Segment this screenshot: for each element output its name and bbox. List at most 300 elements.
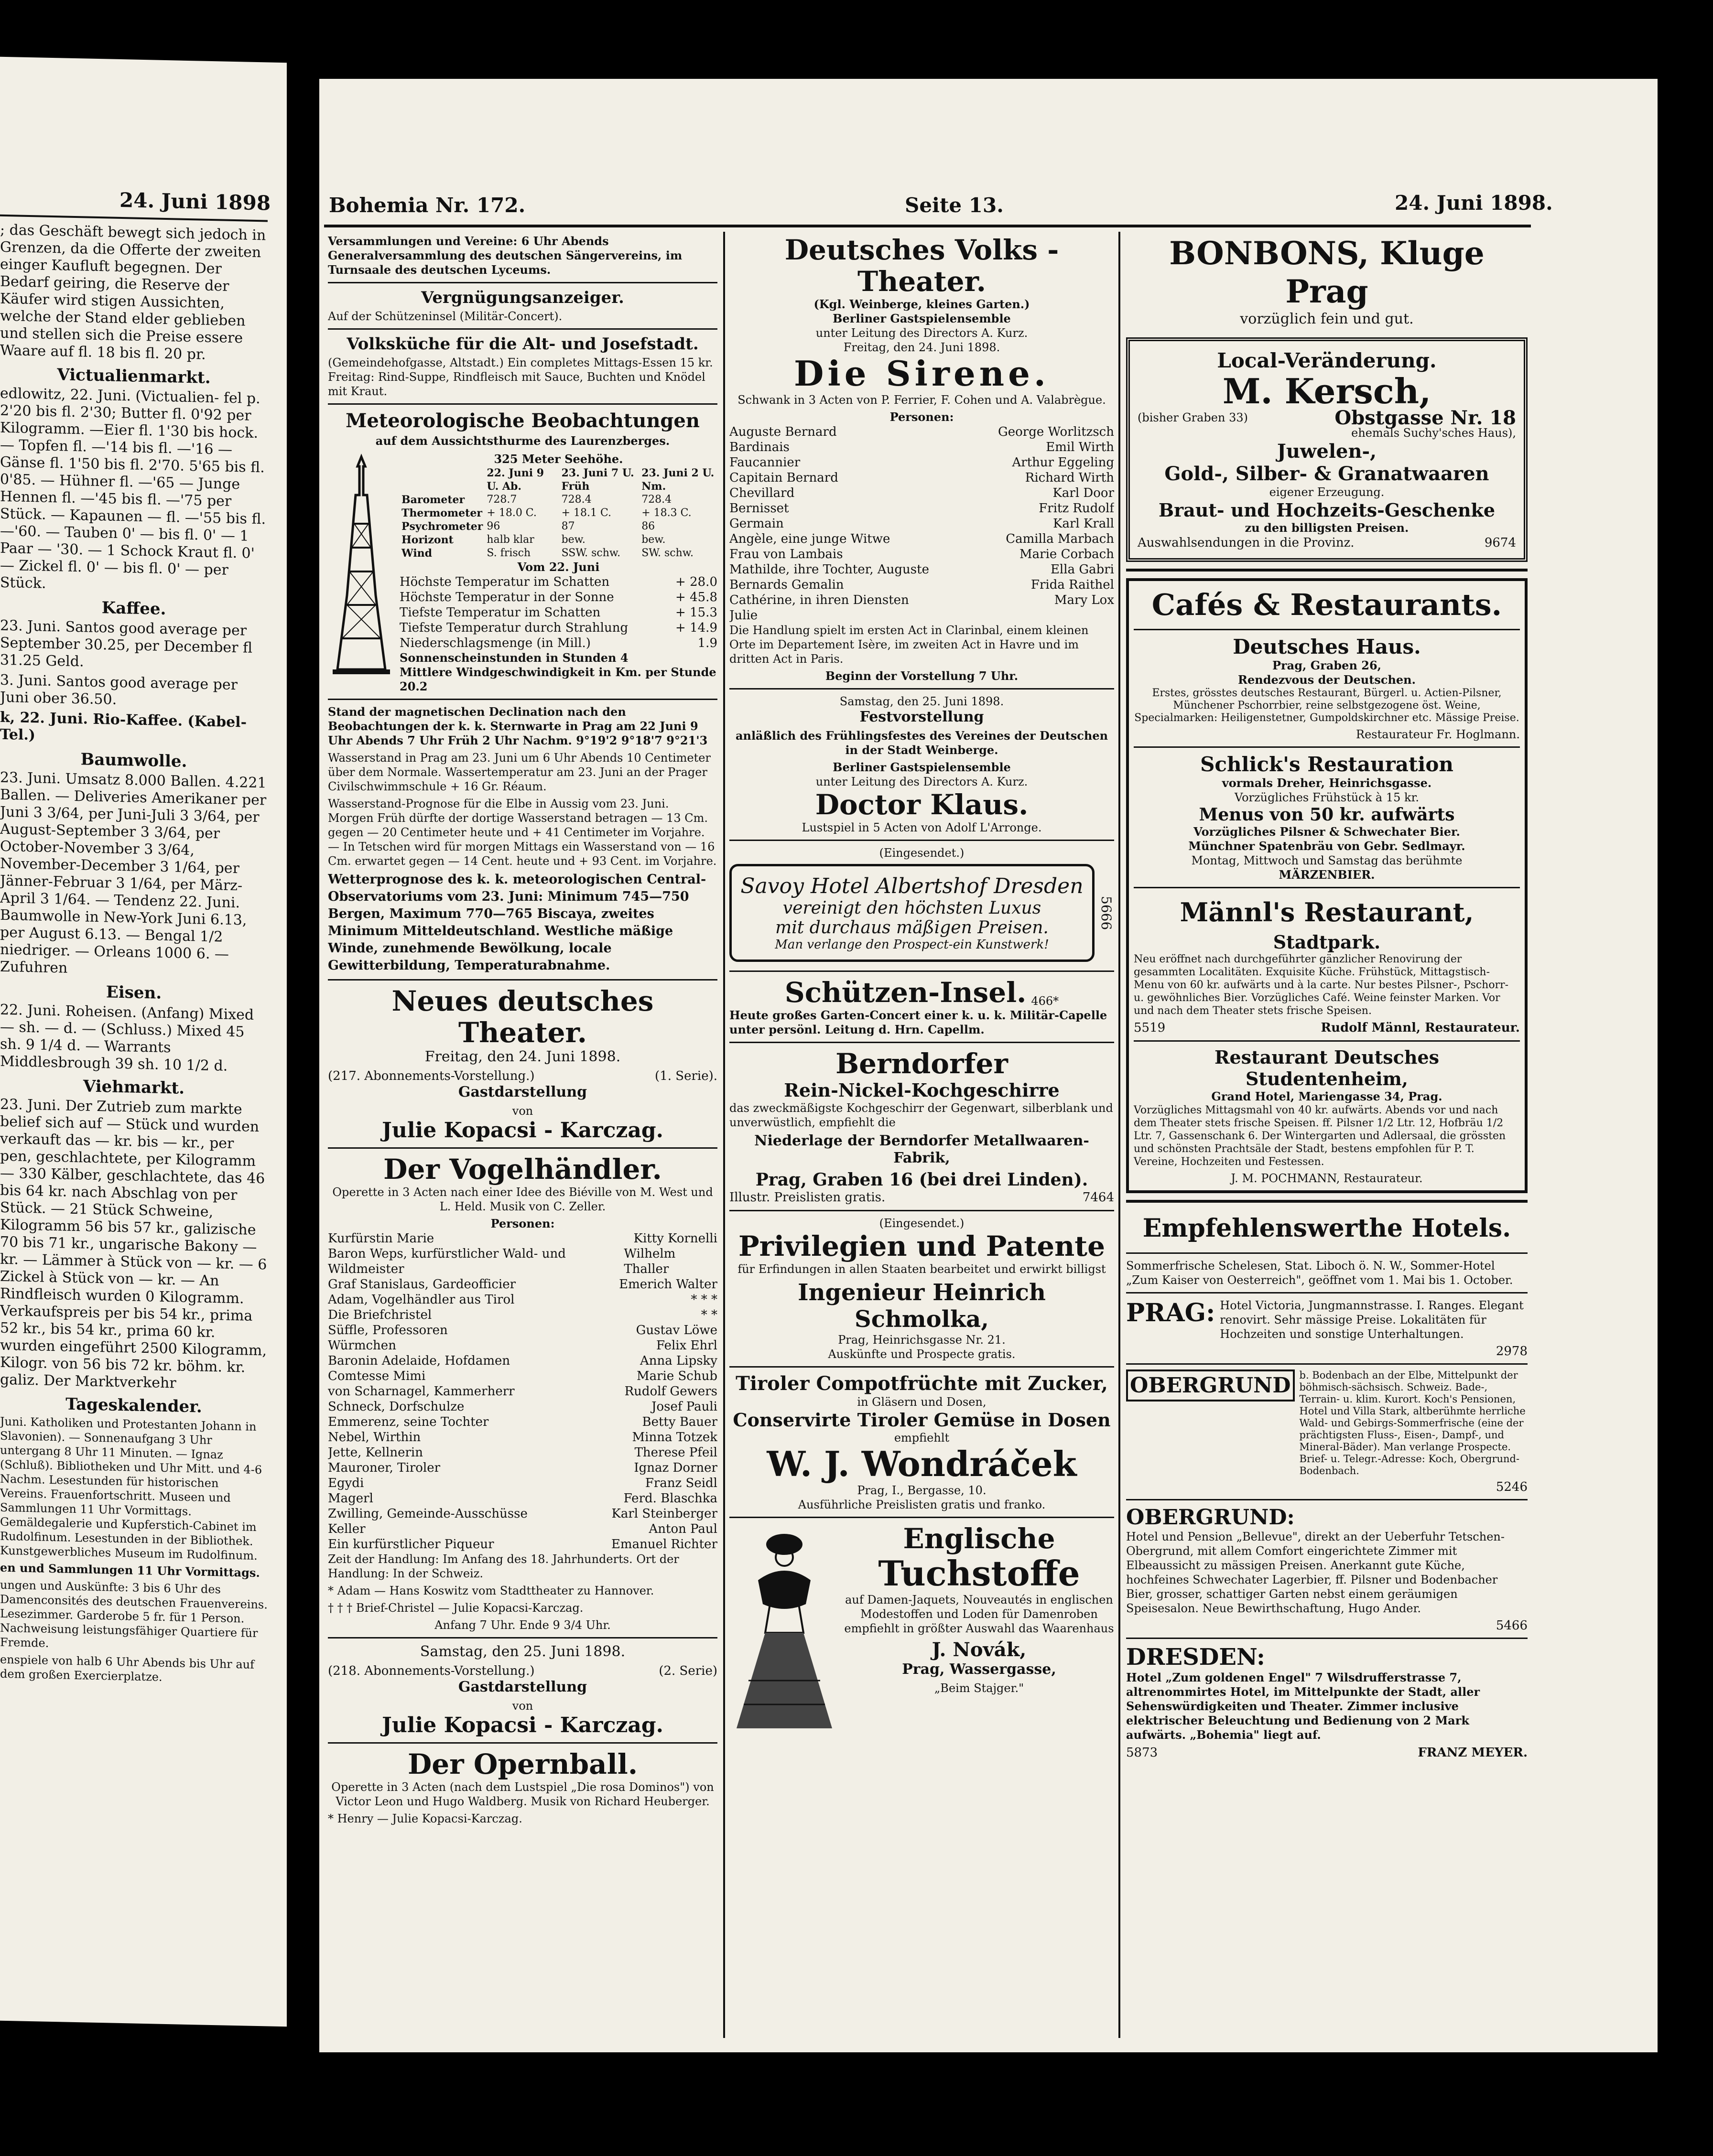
cast-row (328, 1369, 717, 1384)
meteo-extra-row (400, 574, 717, 590)
bonbons-title: BONBONS, Kluge Prag (1169, 235, 1485, 310)
sirene-cast (729, 424, 1114, 623)
bonbons-sub: vorzüglich fein und gut. (1240, 311, 1414, 327)
meteo-title: Meteorologische Beobachtungen (346, 410, 700, 432)
schlick-line: MÄRZENBIER. (1279, 868, 1375, 882)
dresden-footer (1126, 1745, 1528, 1760)
divider (729, 1210, 1114, 1211)
cast-row (328, 1384, 717, 1399)
cast-role: Würmchen (328, 1338, 396, 1353)
savoy-ad (729, 860, 1114, 966)
dresden-number: 5873 (1126, 1746, 1158, 1760)
divider (1126, 1638, 1528, 1639)
left-paragraph: edlowitz, 22. Juni. (Victualien- fel p. 2'20 bis fl. 2'30; Butter fl. 0'92 per Kilogramm. —Eier fl. 1'30 bis hock. — Topfen fl. —'14 bis fl. —'16 — Gänse fl. 1'50 bis fl. 2'70. 5'65 bis fl. 0'85. — Hühner fl. —'65 — Junge Hennen fl. —'45 bis fl. —'75 per Stück. — Kapaunen — fl. —'55 bis fl. —'60. — Tauben 0' — bis fl. 0' — 1 Paar — '30. — 1 Schock Kraut fl. 0' — Zickel fl. 0' — bis fl. 0' — per Stück. (0, 385, 266, 592)
meteo-cell: Wind (401, 547, 433, 560)
left-paragraph: 23. Juni. Umsatz 8.000 Ballen. 4.221 Ballen. — Deliveries Amerikaner per Juni 3 3/64, per Juni-Juli 3 3/64, per August-September 3 3/64, per October-November 3 3/64, November-December 3 1/64, per Jänner-Februar 3 1/64, per März-April 3 1/64. — Tendenz 22. Juni. Baumwolle in New-York Juni 6.13, per August 6.13. — Bengal 1/2 niedriger. — Orleans 1000 6. — Zufuhren (0, 769, 267, 977)
cast-role: Julie (729, 608, 758, 623)
cast-row (729, 440, 1114, 455)
meteo-date2: Vom 22. Juni (517, 560, 600, 574)
divider (729, 1366, 1114, 1368)
cast-actor: Richard Wirth (1025, 471, 1114, 485)
schlick-title: Schlick's Restauration (1200, 753, 1453, 776)
divider (1126, 1499, 1528, 1500)
meteo-cell: S. frisch (487, 547, 531, 559)
cast-actor: Minna Totzek (632, 1430, 717, 1445)
cast-row (328, 1246, 717, 1277)
left-paragraph: Juni. Katholiken und Protestanten Johann in Slavonien). — Sonnenaufgang 3 Uhr untergang 8 Uhr 11 Minuten. — Ignaz (Schluß). Bibliotheken und Uhr Mitt. und 4-6 Nachm. Lesestunden für historischen Vereins. Frauenfortschritt. Museen und Sammlungen 11 Uhr Vormittags. Gemäldegalerie und Kupferstich-Cabinet im Rudolfinum. Lesestunden in der Bibliothek. Kunstgewerbliches Museum im Rudolfinum. (0, 1414, 262, 1563)
meteo-extra-label: Niederschlagsmenge (in Mill.) (400, 636, 591, 650)
lady-figure-icon (729, 1523, 839, 1733)
cast-actor: Wilhelm Thaller (624, 1247, 676, 1276)
kersch-number: 9674 (1484, 536, 1516, 550)
kersch-line: Gold-, Silber- & Granatwaaren (1164, 463, 1489, 485)
volkstheater-ensemble: Berliner Gastspielensemble (833, 312, 1011, 325)
savoy-box (729, 864, 1095, 962)
samstag-date: Samstag, den 25. Juni 1898. (420, 1643, 626, 1660)
cast-actor: Kitty Kornelli (633, 1231, 717, 1246)
sirene-beginn: Beginn der Vorstellung 7 Uhr. (825, 669, 1019, 683)
cast-role: Nebel, Wirthin (328, 1430, 421, 1445)
wondracek-name: W. J. Wondráček (767, 1444, 1077, 1484)
vogelhaendler-sub: Operette in 3 Acten nach einer Idee des Biéville von M. West und L. Held. Musik von C. Zeller. (332, 1186, 713, 1213)
cast-role: Ein kurfürstlicher Piqueur (328, 1537, 494, 1552)
cast-row (328, 1338, 717, 1353)
meteo-cell: Psychrometer (401, 520, 483, 533)
cast-role: Faucannier (729, 455, 801, 470)
cast-actor: Emerich Walter (619, 1277, 717, 1292)
cast-actor: Fritz Rudolf (1039, 501, 1114, 516)
julie-name: Julie Kopacsi - Karczag. (382, 1713, 663, 1737)
meteo-cell: Thermometer (401, 507, 482, 519)
cast-actor: Felix Ehrl (656, 1338, 717, 1353)
cast-role: Keller (328, 1522, 366, 1536)
abo-label: (217. Abonnements-Vorstellung.) (328, 1069, 535, 1083)
cast-row (328, 1414, 717, 1430)
studentenheim-text: Vorzügliches Mittagsmahl von 40 kr. aufwärts. Abends vor und nach dem Theater stets frische Speisen. ff. Pilsner 1/2 Ltr. 12, Hofbräu 1/2 Ltr. 7, Gassenschank 6. Der Wintergarten und Adlersaal, die grössten und schönsten Prachtsäle der Stadt, bestens empfohlen für P. T. Vereine, Hochzeiten und Festessen. (1134, 1104, 1506, 1168)
kersch-line: Juwelen-, (1277, 440, 1377, 463)
eingesendet-label: (Eingesendet.) (879, 1217, 965, 1230)
schuetzen-title: Schützen-Insel. (784, 976, 1027, 1009)
left-paragraph: ; das Geschäft bewegt sich jedoch in Grenzen, da die Offerte der zweiten einger Kaufluft begegnen. Der Bedarf geiring, die Reserve der Käufer wird stigen Aussichten, welche der Stand elder geblieben und stellen sich die Preise essere Waare auf fl. 18 bis fl. 20 pr. (0, 221, 266, 363)
left-heading: Baumwolle. (80, 750, 187, 771)
cast-role: Frau von Lambais (729, 547, 843, 561)
left-heading: Kaffee. (101, 598, 166, 619)
meteo-cell: SW. schw. (641, 547, 694, 559)
magnet-text: Stand der magnetischen Declination nach den Beobachtungen der k. k. Sternwarte in Prag am 22 Juni 9 Uhr Abends 7 Uhr Früh 2 Uhr Nachm. 9°19'2 9°18'7 9°21'3 (328, 705, 708, 747)
divider (328, 699, 717, 700)
cast-row (729, 455, 1114, 470)
cast-role: Bernisset (729, 501, 789, 516)
studentenheim-address: Grand Hotel, Mariengasse 34, Prag. (1211, 1089, 1442, 1103)
gastdarstellung: Gastdarstellung (458, 1679, 587, 1695)
cast-row (729, 531, 1114, 547)
schlick-line: Münchner Spatenbräu von Gebr. Sedlmayr. (1188, 839, 1465, 853)
schmolka-address: Prag, Heinrichsgasse Nr. 21. (838, 1333, 1006, 1347)
cast-row (328, 1231, 717, 1246)
meteo-cell: SSW. schw. (561, 547, 621, 559)
berndorfer-number: 7464 (1082, 1190, 1114, 1205)
maennl-stadtpark: Stadtpark. (1273, 931, 1381, 953)
meteo-extra-value: + 14.9 (675, 621, 717, 635)
cast-actor: Camilla Marbach (1006, 532, 1114, 546)
gastdarstellung: Gastdarstellung (458, 1084, 587, 1100)
cast-actor: Arthur Eggeling (1012, 455, 1114, 470)
schlick-menus: Menus von 50 kr. aufwärts (1199, 805, 1455, 825)
meteo-extra-label: Tiefste Temperatur durch Strahlung (400, 621, 629, 635)
cast-row (729, 424, 1114, 440)
vereine-notice: Versammlungen und Vereine: 6 Uhr Abends Generalversammlung des deutschen Sängervereins, im Turnsaale des deutschen Lyceums. (328, 234, 683, 277)
left-page-column (0, 222, 268, 2027)
cast-role: Emmerenz, seine Tochter (328, 1415, 489, 1429)
cast-role: Auguste Bernard (729, 425, 837, 439)
novak-sign: „Beim Stajger." (934, 1682, 1024, 1695)
vogelhaendler-title: Der Vogelhändler. (383, 1153, 662, 1186)
cast-actor: Emanuel Richter (611, 1537, 717, 1552)
cast-actor: Marie Corbach (1019, 547, 1114, 561)
kersch-footer (1138, 535, 1516, 550)
cast-role: Germain (729, 517, 784, 531)
meteo-sun: Sonnenscheinstunden in Stunden 4 (400, 651, 629, 665)
cast-role: Capitain Bernard (729, 471, 838, 485)
savoy-line: mit durchaus mäßigen Preisen. (775, 918, 1049, 938)
obergrund2-label: OBERGRUND: (1126, 1505, 1295, 1530)
meteo-cell: 87 (561, 520, 575, 532)
left-page-rule (0, 215, 268, 222)
observation-tower-icon (328, 452, 395, 677)
cast-row (729, 593, 1114, 608)
privilegien-sub: für Erfindungen in allen Staaten bearbeitet und erwirkt billigst (737, 1262, 1106, 1276)
julie-name: Julie Kopacsi - Karczag. (382, 1118, 663, 1143)
prag-text: Hotel Victoria, Jungmannstrasse. I. Ranges. Elegant renovirt. Sehr mässige Preise. Lokalitäten für Hochzeiten und sonstige Unterhaltungen. (1220, 1299, 1524, 1341)
divider (328, 403, 717, 405)
kersch-line: eigener Erzeugung. (1269, 485, 1385, 499)
divider (328, 282, 717, 283)
kersch-old-address: (bisher Graben 33) (1138, 411, 1248, 424)
left-paragraph: ungen und Auskünfte: 3 bis 6 Uhr des Damenconsités des deutschen Frauenvereins. Lesezimmer. Garderobe 5 fr. für 1 Person. Nachweisung leistungsfähiger Quartiere für Fremde. (0, 1578, 268, 1650)
dresden-text: Hotel „Zum goldenen Engel" 7 Wilsdrufferstrasse 7, altrenommirtes Hotel, im Mittelpunkte der Stadt, aller Sehenswürdigkeiten und Theater. Zimmer inclusive elektrischer Beleuchtung und Bedienung von 2 Mark aufwärts. „Bohemia" liegt auf. (1126, 1671, 1480, 1742)
meteo-extra-row (400, 590, 717, 605)
fest-ensemble: Berliner Gastspielensemble (833, 760, 1011, 774)
cast-row (729, 501, 1114, 516)
cast-actor: Emil Wirth (1046, 440, 1114, 454)
tuchstoffe: Tuchstoffe (878, 1553, 1080, 1594)
column-divider (723, 232, 725, 2038)
serie-label: (1. Serie). (655, 1069, 717, 1083)
divider (729, 688, 1114, 690)
divider (1134, 746, 1520, 748)
meteo-cell: 86 (641, 520, 655, 532)
meteo-block (328, 452, 717, 694)
cast-role: Baron Weps, kurfürstlicher Wald- und Wildmeister (328, 1247, 566, 1276)
kersch-line: Auswahlsendungen in die Provinz. (1138, 536, 1355, 550)
cast-row (729, 470, 1114, 485)
prag-label: PRAG: (1126, 1298, 1215, 1327)
studentenheim-owner: J. M. POCHMANN, Restaurateur. (1231, 1172, 1423, 1185)
vogelhaendler-cast (328, 1231, 717, 1552)
kersch-line: Local-Veränderung. (1217, 349, 1437, 372)
cast-actor: Ignaz Dorner (634, 1461, 717, 1475)
maennl-title: Männl's Restaurant, (1180, 897, 1474, 927)
sirene-sub: Schwank in 3 Acten von P. Ferrier, F. Cohen und A. Valabrègue. (737, 393, 1106, 407)
deutsches-haus-owner: Restaurateur Fr. Hoglmann. (1356, 728, 1520, 741)
schuetzen-number: 466* (1031, 994, 1059, 1008)
cafes-section (1126, 578, 1528, 1193)
volkstheater-director: unter Leitung des Directors A. Kurz. (815, 326, 1028, 340)
volkskueche-title: Volksküche für die Alt- und Josefstadt. (347, 334, 699, 354)
novak-name: J. Novák, (932, 1639, 1027, 1661)
kersch-line: ehemals Suchy'sches Haus), (1351, 426, 1516, 440)
personen-label: Personen: (889, 410, 954, 424)
samstag-abo (328, 1663, 717, 1679)
cast-actor: Anton Paul (649, 1522, 717, 1536)
samstag-date: Samstag, den 25. Juni 1898. (839, 695, 1004, 708)
cast-role: von Scharnagel, Kammerherr (328, 1384, 515, 1399)
sirene-ort: Die Handlung spielt im ersten Act in Clarinbal, einem kleinen Orte im Departement Isère, im zweiten Act in Havre und im dritten Act in Paris. (729, 624, 1089, 666)
cafes-title: Cafés & Restaurants. (1151, 587, 1502, 622)
studentenheim-title: Restaurant Deutsches Studentenheim, (1214, 1046, 1440, 1089)
cast-role: Egydi (328, 1476, 364, 1490)
cast-row (328, 1521, 717, 1537)
cast-actor: George Worlitzsch (997, 425, 1114, 439)
personen-label: Personen: (490, 1217, 555, 1230)
meteo-table (400, 466, 717, 560)
cast-actor: Therese Pfeil (634, 1445, 717, 1460)
savoy-line: vereinigt den höchsten Luxus (782, 898, 1041, 918)
meteo-table-wrap (400, 452, 717, 694)
wondracek-info: Ausführliche Preislisten gratis und franko. (798, 1498, 1046, 1511)
left-heading: Eisen. (106, 982, 162, 1003)
hotels-title: Empfehlenswerthe Hotels. (1142, 1214, 1511, 1243)
tiroler-line: empfiehlt (894, 1431, 950, 1445)
cast-actor: Karl Krall (1053, 517, 1114, 531)
cast-row (328, 1445, 717, 1460)
savoy-number: 5666 (1098, 895, 1114, 930)
deutsches-haus-rendezvous: Rendezvous der Deutschen. (1238, 673, 1416, 687)
neues-theater-abo (328, 1068, 717, 1084)
page-number: Seite 13. (905, 194, 1004, 217)
meteo-wind: Mittlere Windgeschwindigkeit in Km. per Stunde 20.2 (400, 665, 716, 693)
meteo-extra-value: 1.9 (697, 636, 717, 650)
savoy-name: Savoy Hotel Albertshof Dresden (740, 874, 1084, 898)
left-heading: Viehmarkt. (83, 1077, 185, 1098)
column-3 (1126, 234, 1528, 2040)
vogel-time: Anfang 7 Uhr. Ende 9 3/4 Uhr. (434, 1618, 611, 1632)
volkstheater-title: Deutsches Volks - Theater. (784, 234, 1059, 298)
meteo-extra-row (400, 620, 717, 636)
berndorfer-footer (729, 1190, 1114, 1205)
left-paragraph: en und Sammlungen 11 Uhr Vormittags. (0, 1560, 260, 1580)
cast-role: Kurfürstin Marie (328, 1231, 434, 1246)
meteo-col-header: 23. Juni 7 U. Früh (561, 467, 634, 493)
left-heading: Tageskalender. (65, 1394, 202, 1417)
obergrund2-text: Hotel und Pension „Bellevue", direkt an der Ueberfuhr Tetschen-Obergrund, mit allem Comfort eingerichtete Zimmer mit Elbeaussicht zu mässigen Preisen. Anerkannt gute Küche, hochfeines Schwechater Lagerbier, ff. Pilsner und Bodenbacher Bier, grosser, schattiger Garten nebst einem geräumigen Speisesalon. Neue Bewirthschaftung, Hugo Ander. (1126, 1530, 1505, 1615)
neues-theater-date: Freitag, den 24. Juni 1898. (424, 1048, 621, 1065)
meteo-height: 325 Meter Seehöhe. (494, 452, 623, 466)
masthead-date: 24. Juni 1898. (1395, 191, 1553, 215)
obergrund2-number: 5466 (1496, 1618, 1528, 1633)
cast-actor: Rudolf Gewers (624, 1384, 717, 1399)
cast-role: Schneck, Dorfschulze (328, 1400, 465, 1414)
cast-role: Adam, Vogelhändler aus Tirol (328, 1293, 515, 1307)
meteo-cell: bew. (641, 534, 666, 546)
meteo-row (400, 493, 717, 507)
meteo-extra-row (400, 605, 717, 620)
meteo-cell: bew. (561, 534, 585, 546)
left-paragraph: 3. Juni. Santos good average per Juni ober 36.50. (0, 671, 238, 708)
left-page (0, 57, 287, 2027)
festvorstellung: Festvorstellung (859, 709, 984, 725)
main-page (319, 79, 1658, 2052)
cast-row (328, 1460, 717, 1476)
cast-row (328, 1353, 717, 1369)
maennl-number: 5519 (1134, 1021, 1166, 1035)
tuchstoffe-desc: auf Damen-Jaquets, Nouveautés in englischen Modestoffen und Loden für Damenroben empfiehlt in größter Auswahl das Waarenhaus (844, 1593, 1114, 1635)
cast-role: Angèle, eine junge Witwe (729, 532, 890, 546)
obergrund-ad-1 (1126, 1369, 1528, 1480)
vogel-note: † † † Brief-Christel — Julie Kopacsi-Karczag. (328, 1601, 584, 1615)
meteo-extra-row (400, 636, 717, 651)
prag-ad (1126, 1298, 1528, 1344)
cast-role: Bardinais (729, 440, 790, 454)
meteo-extra-value: + 45.8 (675, 590, 717, 604)
vogel-zeit: Zeit der Handlung: Im Anfang des 18. Jahrhunderts. Ort der Handlung: In der Schweiz. (328, 1552, 679, 1580)
meteo-cell: 728.7 (487, 494, 517, 506)
meteo-cell: + 18.0 C. (487, 507, 537, 519)
deutsches-haus-title: Deutsches Haus. (1233, 635, 1421, 658)
meteo-subtitle: auf dem Aussichtsthurme des Laurenzberges. (375, 434, 670, 448)
doctor-klaus-title: Doctor Klaus. (815, 788, 1029, 821)
tuchstoffe-text (844, 1523, 1114, 1733)
divider (328, 1637, 717, 1639)
dresden-owner: FRANZ MEYER. (1418, 1746, 1528, 1760)
meteo-extra-label: Tiefste Temperatur im Schatten (400, 605, 601, 620)
cast-row (729, 485, 1114, 501)
berndorfer-text: das zweckmäßigste Kochgeschirr der Gegenwart, silberblank und unverwüstlich, empfiehlt die (729, 1101, 1113, 1129)
cast-actor: Josef Pauli (651, 1400, 717, 1414)
left-paragraph: enspiele von halb 6 Uhr Abends bis Uhr auf dem großen Exercierplatze. (0, 1652, 255, 1684)
meteo-col-header: 23. Juni 2 U. Nm. (641, 467, 715, 493)
deutsches-haus-text: Erstes, grösstes deutsches Restaurant, Bürgerl. u. Actien-Pilsner, Münchener Pschorrbier, reine selbstgezogene öst. Weine, Specialmarken: Heiligenstetner, Gumpoldskirchner etc. Mässige Preise. (1134, 687, 1519, 724)
left-paragraph: k, 22. Juni. Rio-Kaffee. (Kabel-Tel.) (0, 709, 247, 744)
obergrund-text: b. Bodenbach an der Elbe, Mittelpunkt der böhmisch-sächsisch. Schweiz. Bade-, Terrain- u. klim. Kurort. Koch's Pensionen, Hotel und Villa Stark, altberühmte herrliche Wald- und Gebirgs-Sommerfrische (eine der prächtigsten Fluss-, Eisen-, Dampf-, und Mineral-Bäder). Man verlange Prospecte. Brief- u. Telegr.-Adresse: Koch, Obergrund-Bodenbach. (1299, 1369, 1526, 1477)
wasser-text: Wasserstand in Prag am 23. Juni um 6 Uhr Abends 10 Centimeter über dem Normale. Wassertemperatur am 23. Juni an der Prager Civilschwimmschule + 16 Gr. Réaum. (328, 751, 711, 793)
cast-role: Jette, Kellnerin (328, 1445, 423, 1460)
cast-row (328, 1537, 717, 1552)
schelesen-text: Sommerfrische Schelesen, Stat. Liboch ö. N. W., Sommer-Hotel „Zum Kaiser von Oesterreich", geöffnet vom 1. Mai bis 1. October. (1126, 1259, 1513, 1287)
cast-actor: * * * (691, 1293, 717, 1307)
meteo-row (400, 520, 717, 533)
cast-row (729, 547, 1114, 562)
meteo-col-header: 22. Juni 9 U. Ab. (487, 467, 544, 493)
divider (328, 328, 717, 330)
cast-row (328, 1399, 717, 1414)
cast-role: Bernards Gemalin (729, 578, 844, 592)
cast-row (729, 608, 1114, 623)
meteo-cell: 96 (487, 520, 500, 532)
meteo-cell: 728.4 (641, 494, 672, 506)
festvorstellung-sub: anläßlich des Frühlingsfestes des Vereines der Deutschen in der Stadt Weinberge. (735, 729, 1108, 757)
cast-row (328, 1430, 717, 1445)
schlick-line: Vorzügliches Frühstück à 15 kr. (1234, 791, 1420, 804)
cast-row (729, 562, 1114, 577)
divider (729, 970, 1114, 972)
cast-role: Die Briefchristel (328, 1308, 432, 1322)
cast-actor: Karl Steinberger (611, 1507, 717, 1521)
kersch-ad (1126, 337, 1528, 562)
meteo-row (400, 507, 717, 520)
prag-number: 2978 (1496, 1344, 1528, 1358)
kersch-address-row (1138, 407, 1516, 429)
schlick-line: Montag, Mittwoch und Samstag das berühmte (1191, 854, 1463, 867)
vergnuegung-text: Auf der Schützeninsel (Militär-Concert). (328, 310, 563, 323)
schuetzen-text: Heute großes Garten-Concert einer k. u. k. Militär-Capelle unter persönl. Leitung d. Hrn. Capellm. (729, 1008, 1107, 1036)
von: von (512, 1104, 533, 1118)
cast-actor: Mary Lox (1054, 593, 1114, 607)
cast-row (328, 1292, 717, 1307)
kersch-name: M. Kersch, (1222, 371, 1431, 411)
cast-role: Cathérine, in ihren Diensten (729, 593, 909, 607)
deutsches-haus-address: Prag, Graben 26, (1272, 658, 1382, 672)
cast-row (328, 1277, 717, 1292)
schuetzen-heading (729, 977, 1114, 1008)
meteo-cell: 728.4 (561, 494, 592, 506)
meteo-header-row (400, 466, 717, 493)
divider (1126, 1252, 1528, 1254)
berndorfer-preislisten: Illustr. Preislisten gratis. (729, 1190, 886, 1205)
eingesendet-label: (Eingesendet.) (879, 846, 965, 860)
tiroler-gemuese: Conservirte Tiroler Gemüse in Dosen (733, 1409, 1111, 1431)
fest-director: unter Leitung des Directors A. Kurz. (815, 775, 1028, 788)
column-2 (729, 234, 1114, 2040)
kersch-new-address: Obstgasse Nr. 18 (1334, 407, 1516, 429)
meteo-extra-label: Höchste Temperatur in der Sonne (400, 590, 614, 604)
cast-actor: * * (701, 1308, 717, 1322)
cast-actor: Ferd. Blaschka (623, 1491, 717, 1506)
divider (328, 1147, 717, 1149)
meteo-cell: + 18.1 C. (561, 507, 612, 519)
left-heading: Victualienmarkt. (57, 365, 211, 388)
privilegien-title: Privilegien und Patente (738, 1230, 1105, 1262)
berndorfer-sub: Rein-Nickel-Kochgeschirre (784, 1079, 1060, 1101)
left-paragraph: 23. Juni. Der Zutrieb zum markte belief sich auf — Stück und wurden verkauft das — kr. bis — kr., per pen, geschlachtete, per Kilogramm — 330 Kälber, geschlachtete, das 46 bis 64 kr. nach Abschlag von per Stück. — 21 Stück Schweine, Kilogramm 56 bis 57 kr., galizische 70 bis 71 kr., ungarische Bakony — kr. — Lämmer à Stück von — kr. — 6 Zickel à Stück von — kr. — An Rindfleisch wurden 0 Kilogramm. Verkaufspreis per bis 54 kr., prima 52 kr., bis 54 kr., prima 60 kr. wurden eingeführt 2500 Kilogramm, Kilogr. von 56 bis 72 kr. böhm. kr. galiz. Der Marktverkehr (0, 1096, 267, 1392)
divider (328, 1742, 717, 1744)
meteo-cell: + 18.3 C. (641, 507, 692, 519)
meteo-extra-value: + 15.3 (675, 605, 717, 620)
left-paragraph: 23. Juni. Santos good average per September 30.25, per December fl 31.25 Geld. (0, 617, 253, 670)
doctor-klaus-sub: Lustspiel in 5 Acten von Adolf L'Arronge. (802, 821, 1042, 834)
wondracek-address: Prag, I., Bergasse, 10. (857, 1484, 987, 1497)
cast-role: Süffle, Professoren (328, 1323, 448, 1337)
divider (1126, 1292, 1528, 1294)
cast-actor: Betty Bauer (642, 1415, 717, 1429)
cast-row (328, 1491, 717, 1506)
divider (1126, 1363, 1528, 1365)
serie-label: (2. Serie) (659, 1664, 717, 1678)
cast-row (328, 1506, 717, 1521)
berndorfer-niederlage: Niederlage der Berndorfer Metallwaaren-Fabrik, (754, 1132, 1089, 1166)
divider (1126, 1200, 1528, 1203)
schlick-line: Vorzügliches Pilsner & Schwechater Bier. (1193, 825, 1460, 839)
volkstheater-sub: (Kgl. Weinberge, kleines Garten.) (813, 297, 1030, 311)
kersch-line: Braut- und Hochzeits-Geschenke (1158, 499, 1496, 521)
masthead-issue: Bohemia Nr. 172. (329, 194, 526, 217)
tiroler-line: in Gläsern und Dosen, (857, 1395, 987, 1409)
sirene-title: Die Sirene. (794, 353, 1050, 394)
novak-address: Prag, Wassergasse, (902, 1661, 1056, 1678)
berndorfer-address: Prag, Graben 16 (bei drei Linden). (755, 1170, 1088, 1190)
meteo-cell: Barometer (401, 494, 465, 506)
maennl-name: Rudolf Männl, Restaurateur. (1321, 1021, 1520, 1035)
